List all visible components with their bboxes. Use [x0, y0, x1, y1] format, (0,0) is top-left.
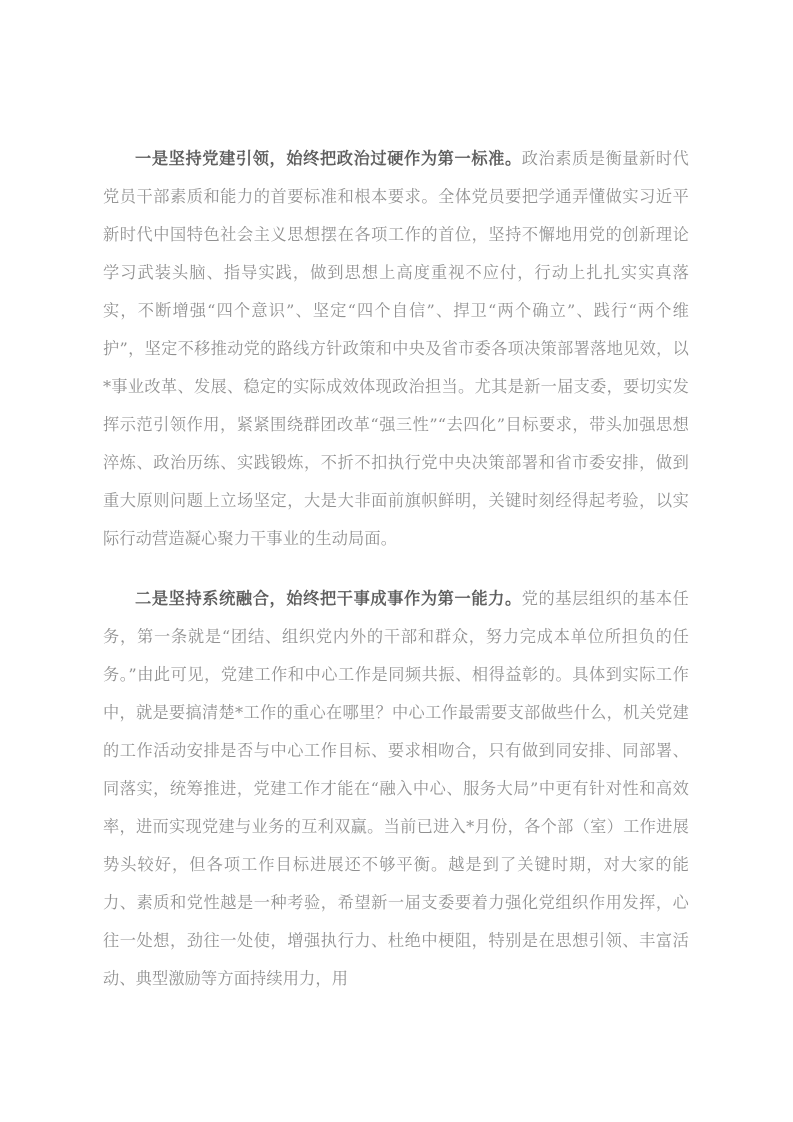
paragraph-two-body: 党的基层组织的基本任务，第一条就是“团结、组织党内外的干部和群众，努力完成本单位所担负的任务。”由此可见，党建工作和中心工作是同频共振、相得益彰的。具体到实际工作中，就是要搞清楚*工作的重心在哪里？中心工作最需要支部做些什么，机关党建的工作活动安排是否与中心工作目标、要求相吻合，只有做到同安排、同部署、同落实，统筹推进，党建工作才能在“融入中心、服务大局”中更有针对性和高效率，进而实现党建与业务的互利双赢。当前已进入*月份，各个部（室）工作进展势头较好，但各项工作目标进展还不够平衡。越是到了关键时期，对大家的能力、素质和党性越是一种考验，希望新一届支委要着力强化党组织作用发挥，心往一处想，劲往一处使，增强执行力、杜绝中梗阻，特别是在思想引领、丰富活动、典型激励等方面持续用力，用	[103, 589, 689, 988]
paragraph-one-lead: 一是坚持党建引领，始终把政治过硬作为第一标准。	[135, 149, 522, 168]
paragraph-two-lead: 二是坚持系统融合，始终把干事成事作为第一能力。	[135, 589, 522, 608]
paragraph-two	[103, 580, 689, 998]
document-body	[103, 140, 689, 1020]
paragraph-one-body: 政治素质是衡量新时代党员干部素质和能力的首要标准和根本要求。全体党员要把学通弄懂做实习近平新时代中国特色社会主义思想摆在各项工作的首位，坚持不懈地用党的创新理论学习武装头脑、指导实践，做到思想上高度重视不应付，行动上扎扎实实真落实，不断增强“四个意识”、坚定“四个自信”、捍卫“两个确立”、践行“两个维护”，坚定不移推动党的路线方针政策和中央及省市委各项决策部署落地见效，以*事业改革、发展、稳定的实际成效体现政治担当。尤其是新一届支委，要切实发挥示范引领作用，紧紧围绕群团改革“强三性”“去四化”目标要求，带头加强思想淬炼、政治历练、实践锻炼，不折不扣执行党中央决策部署和省市委安排，做到重大原则问题上立场坚定，大是大非面前旗帜鲜明，关键时刻经得起考验，以实际行动营造凝心聚力干事业的生动局面。	[103, 149, 689, 548]
paragraph-one	[103, 140, 689, 558]
